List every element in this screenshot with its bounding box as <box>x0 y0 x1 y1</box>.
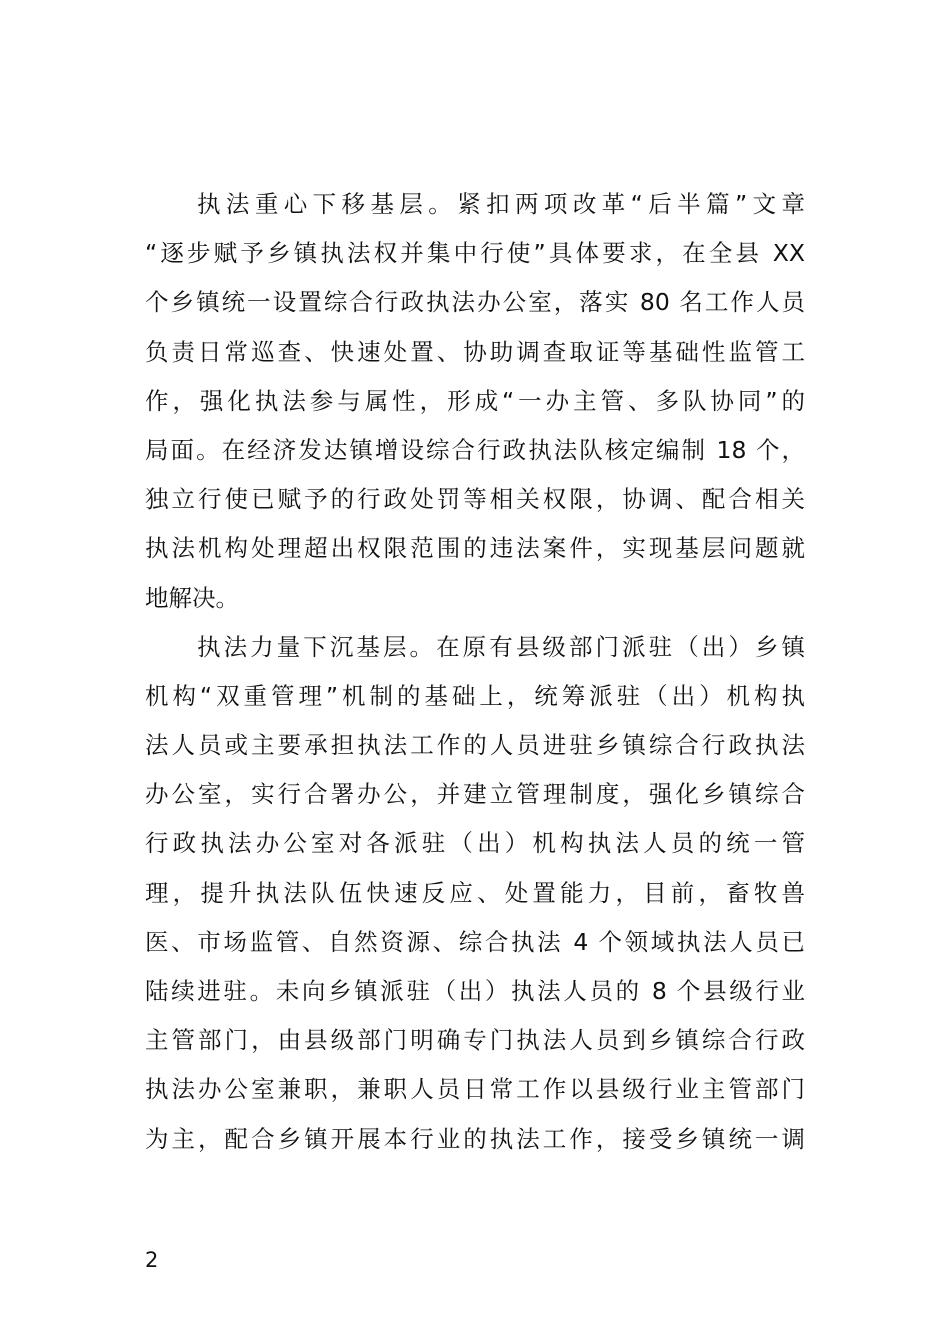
text-line: 为主，配合乡镇开展本行业的执法工作，接受乡镇统一调 <box>145 1124 805 1153</box>
text-line: “逐步赋予乡镇执法权并集中行使”具体要求，在全县 XX <box>145 239 805 268</box>
text-line: 独立行使已赋予的行政处罚等相关权限，协调、配合相关 <box>145 485 805 514</box>
page-number: 2 <box>145 1248 159 1272</box>
text-line: 执法机构处理超出权限范围的违法案件，实现基层问题就 <box>145 534 805 563</box>
text-line: 作，强化执法参与属性，形成“一办主管、多队协同”的 <box>145 386 805 415</box>
text-line: 办公室，实行合署办公，并建立管理制度，强化乡镇综合 <box>145 780 805 809</box>
text-line: 执法重心下移基层。紧扣两项改革“后半篇”文章 <box>197 190 805 218</box>
text-line: 执法办公室兼职，兼职人员日常工作以县级行业主管部门 <box>145 1075 805 1104</box>
text-line: 局面。在经济发达镇增设综合行政执法队核定编制 18 个， <box>145 435 805 464</box>
text-line: 地解决。 <box>145 583 239 612</box>
body-text <box>145 180 805 1164</box>
text-line: 理，提升执法队伍快速反应、处置能力，目前，畜牧兽 <box>145 878 805 907</box>
text-line: 陆续进驻。未向乡镇派驻（出）执法人员的 8 个县级行业 <box>145 977 805 1005</box>
text-line: 法人员或主要承担执法工作的人员进驻乡镇综合行政执法 <box>145 731 805 760</box>
text-line: 主管部门，由县级部门明确专门执法人员到乡镇综合行政 <box>145 1026 805 1055</box>
text-line: 执法力量下沉基层。在原有县级部门派驻（出）乡镇 <box>197 632 805 661</box>
paragraph-2 <box>145 623 805 1164</box>
text-line: 机构“双重管理”机制的基础上，统筹派驻（出）机构执 <box>145 681 805 710</box>
text-line: 医、市场监管、自然资源、综合执法 4 个领域执法人员已 <box>145 927 805 956</box>
text-line: 负责日常巡查、快速处置、协助调查取证等基础性监管工 <box>145 337 805 366</box>
text-line: 行政执法办公室对各派驻（出）机构执法人员的统一管 <box>145 829 805 858</box>
text-line: 个乡镇统一设置综合行政执法办公室，落实 80 名工作人员 <box>145 288 805 317</box>
paragraph-1 <box>145 180 805 623</box>
